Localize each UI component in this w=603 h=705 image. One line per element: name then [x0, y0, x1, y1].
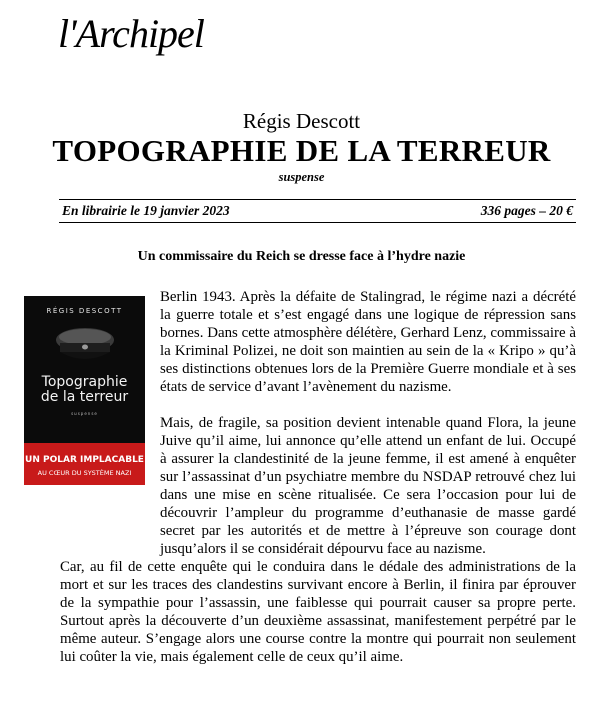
cover-title-line1: Topographie — [41, 374, 128, 390]
summary-paragraph-3: Car, au fil de cette enquête qui le conduira dans le dédale des administrations de la mort et sur les traces des clandestins survivant encore à Berlin, il finira par éprouver de la sympathie pour l’assassin, une faiblesse qui pourrait causer sa propre perte. Surtout après la découverte d’un deuxième assassinat, manifestement perpétré par le même auteur. S’engage alors une course contre la montre qui pourrait non seulement lui coûter la vie, mais également celle de ceux qu’il aime. — [60, 559, 576, 665]
cover-title-line2: de la terreur — [40, 389, 129, 405]
cover-band-line1: UN POLAR IMPLACABLE — [25, 455, 144, 465]
summary-paragraph-1: Berlin 1943. Après la défaite de Stalingrad, le régime nazi a décrété la guerre totale et s’est engagé dans une logique de répression sans bornes. Dans cette atmosphère délétère, Gerhard Lenz, commissaire à la Kriminal Polizei, ne doit son maintien au sein de la « Kripo » qu’à ses distinctions obtenues lors de la Première Guerre mondiale et à ses états de service d’avant l’avènement du nazisme. — [160, 289, 576, 395]
pages-price: 336 pages – 20 € — [480, 203, 573, 218]
release-info-bar — [59, 199, 576, 223]
cover-genre: suspense — [71, 411, 98, 416]
publisher-logo: l'Archipel — [58, 11, 204, 56]
book-cover-image — [24, 296, 145, 485]
summary-paragraph-2: Mais, de fragile, sa position devient intenable quand Flora, la jeune Juive qu’il aime, lui annonce qu’elle attend un enfant de lui. Occupé à assurer la clandestinité de la jeune femme, il est amené à enquêter sur l’assassinat d’un psychiatre membre du NSDAP retrouvé chez lui dans une mise en scène ritualisée. Ce sera l’occasion pour lui de découvrir l’ampleur du programme d’euthanasie de masse gardé secret par les autorités et de mettre à l’épreuve son courage dont jusqu’alors il se considérait dépourvu face au nazisme. — [160, 415, 576, 557]
officer-cap-icon — [54, 326, 116, 364]
cover-band-line2: AU CŒUR DU SYSTÈME NAZI — [37, 469, 132, 477]
headline: Un commissaire du Reich se dresse face à l’hydre nazie — [137, 249, 466, 264]
cover-author: RÉGIS DESCOTT — [46, 307, 123, 315]
book-genre: suspense — [278, 170, 325, 184]
book-title: TOPOGRAPHIE DE LA TERREUR — [52, 133, 551, 168]
release-date: En librairie le 19 janvier 2023 — [62, 203, 230, 218]
author-name: Régis Descott — [242, 109, 361, 133]
